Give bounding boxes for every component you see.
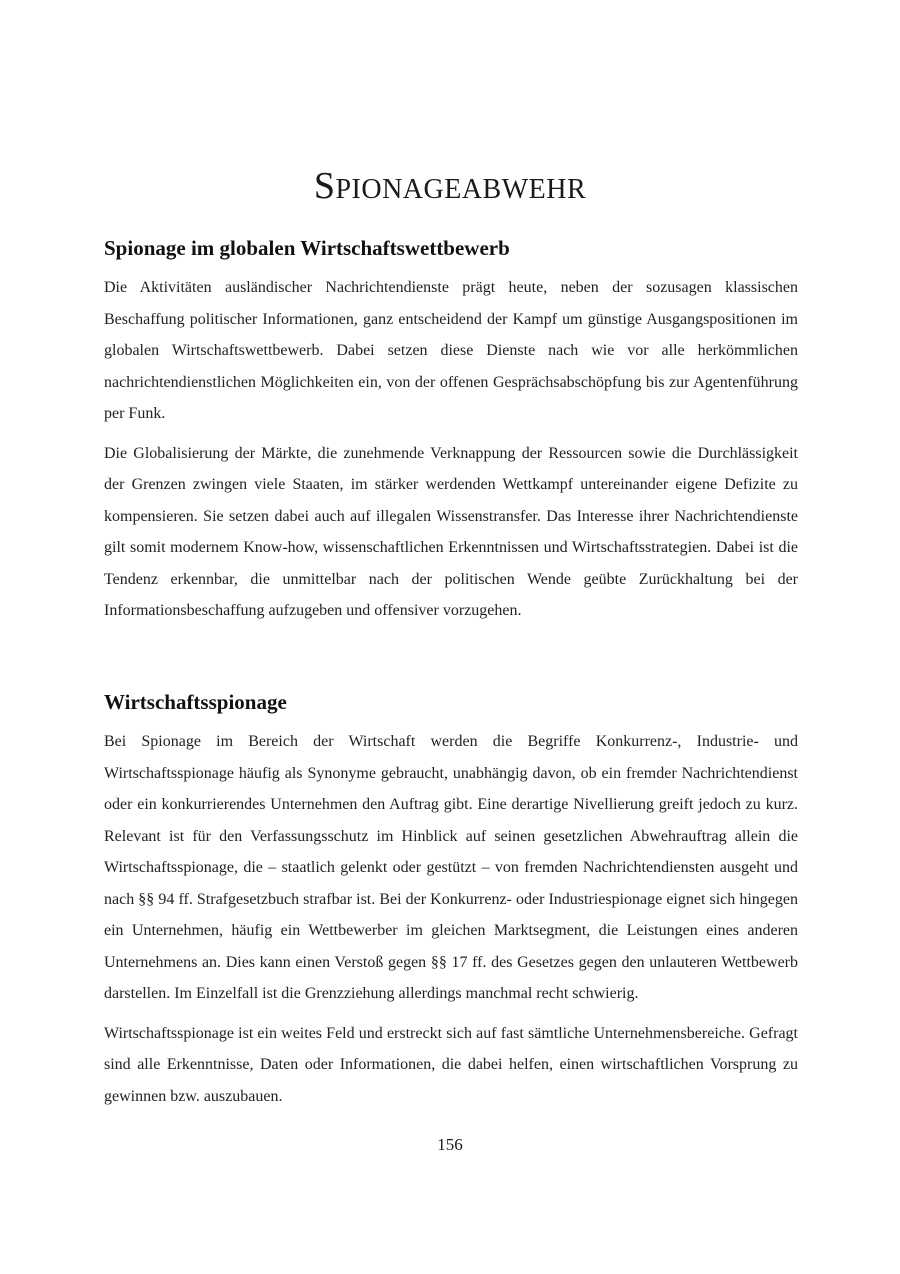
paragraph: Wirtschaftsspionage ist ein weites Feld und erstreckt sich auf fast sämtliche Unternehmensbereiche. Gefragt sind alle Erkenntnisse, Daten oder Informationen, die dabei helfen, einen wirtschaftlichen Vorsprung zu gewinnen bzw. auszubauen. — [104, 1024, 798, 1105]
paragraph: Die Globalisierung der Märkte, die zunehmende Verknappung der Ressourcen sowie die Durchlässigkeit der Grenzen zwingen viele Staaten, im stärker werdenden Wettkampf untereinander eigene Defizite zu kompensieren. Sie setzen dabei auch auf illegalen Wissenstransfer. Das Interesse ihrer Nachrichtendienste gilt somit modernem Know-how, wissenschaftlichen Erkenntnissen und Wirtschaftsstrategien. Dabei ist die Tendenz erkennbar, die unmittelbar nach der politischen Wende geübte Zurückhaltung bei der Informationsbeschaffung aufzugeben und offensiver vorzugehen. — [104, 444, 798, 619]
chapter-title — [0, 163, 900, 213]
section-heading: Spionage im globalen Wirtschaftswettbewerb — [104, 236, 510, 260]
chapter-title-initial: S — [313, 165, 336, 207]
paragraph: Bei Spionage im Bereich der Wirtschaft werden die Begriffe Konkurrenz-, Industrie- und Wirtschaftsspionage häufig als Synonyme gebraucht, unabhängig davon, ob ein fremder Nachrichtendienst oder ein konkurrierendes Unternehmen den Auftrag gibt. Eine derartige Nivellierung greift jedoch zu kurz. Relevant ist für den Verfassungsschutz im Hinblick auf seinen gesetzlichen Abwehrauftrag allein die Wirtschaftsspionage, die – staatlich gelenkt oder gestützt – von fremden Nachrichtendiensten ausgeht und nach §§ 94 ff. Strafgesetzbuch strafbar ist. Bei der Konkurrenz- oder Industriespionage eignet sich hingegen ein Unternehmen, häufig ein Wettbewerber im gleichen Marktsegment, die Leistungen eines anderen Unternehmens an. Dies kann einen Verstoß gegen §§ 17 ff. des Gesetzes gegen den unlauteren Wettbewerb darstellen. Im Einzelfall ist die Grenzziehung allerdings manchmal recht schwierig. — [104, 733, 798, 1002]
section-economic-espionage — [104, 688, 798, 1120]
chapter-title-rest: PIONAGEABWEHR — [335, 174, 587, 205]
page-number: 156 — [437, 1135, 463, 1154]
section-global-competition — [104, 234, 798, 635]
section-heading: Wirtschaftsspionage — [104, 690, 287, 714]
paragraph: Die Aktivitäten ausländischer Nachrichtendienste prägt heute, neben der sozusagen klassischen Beschaffung politischer Informationen, ganz entscheidend der Kampf um günstige Ausgangspositionen im globalen Wirtschaftswettbewerb. Dabei setzen diese Dienste nach wie vor alle herkömmlichen nachrichtendienstlichen Möglichkeiten ein, von der offenen Gesprächsabschöpfung bis zur Agentenführung per Funk. — [104, 279, 798, 422]
